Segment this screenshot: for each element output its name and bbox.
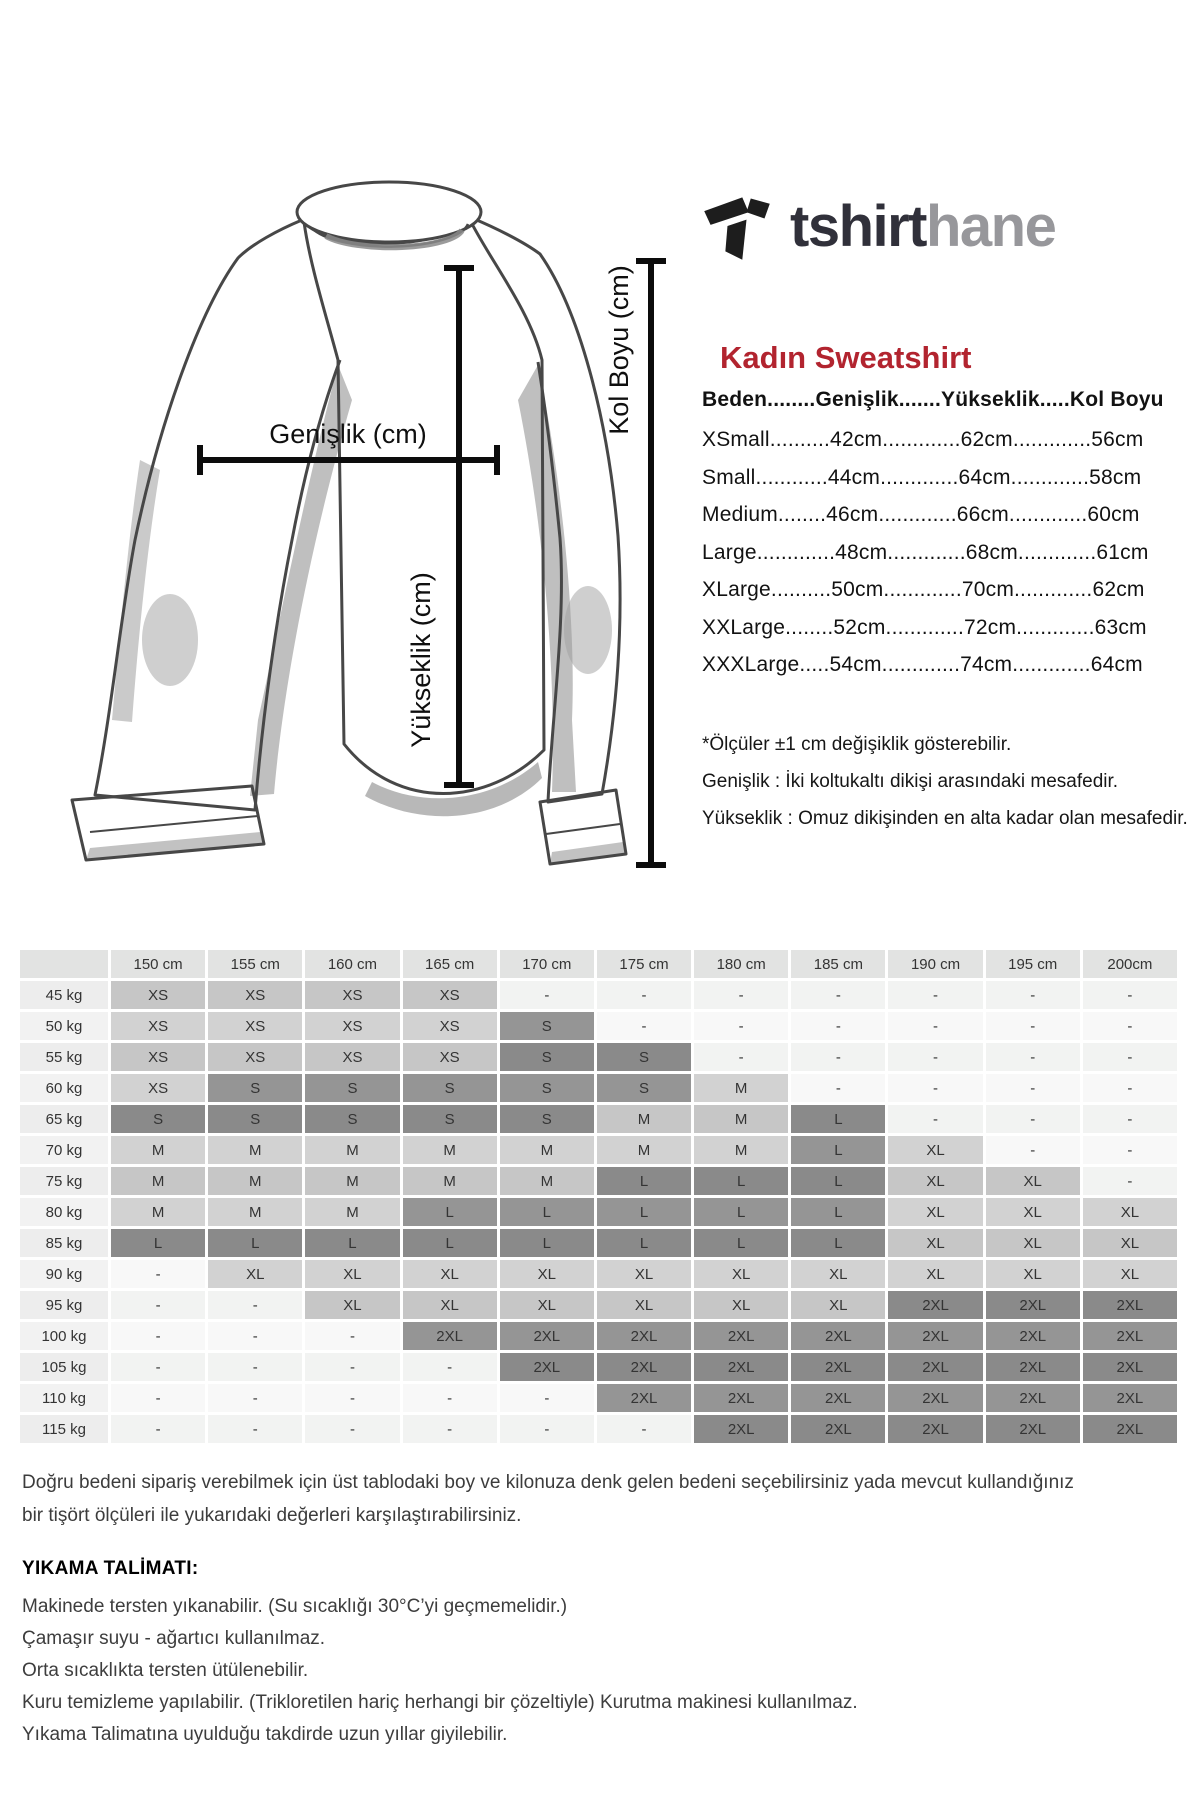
grid-cell: M	[208, 1136, 302, 1164]
grid-cell: XS	[111, 1074, 205, 1102]
grid-cell: -	[986, 1043, 1080, 1071]
grid-cell: XL	[986, 1229, 1080, 1257]
grid-cell: -	[1083, 981, 1177, 1009]
grid-cell: 2XL	[694, 1322, 788, 1350]
grid-cell: XL	[888, 1260, 982, 1288]
grid-cell: -	[500, 1415, 594, 1443]
grid-cell: XL	[1083, 1229, 1177, 1257]
grid-cell: L	[597, 1198, 691, 1226]
grid-cell: 2XL	[1083, 1353, 1177, 1381]
sleeve-measure-label: Kol Boyu (cm)	[604, 265, 634, 435]
grid-cell: -	[986, 981, 1080, 1009]
grid-cell: -	[111, 1415, 205, 1443]
grid-col-header-0: 150 cm	[111, 950, 205, 978]
size-list-row-1: Small............44cm.............64cm.............58cm	[702, 465, 1142, 489]
washing-instruction-2: Orta sıcaklıkta tersten ütülenebilir.	[22, 1660, 309, 1681]
washing-instruction-3: Kuru temizleme yapılabilir. (Trikloretilen hariç herhangi bir çözeltiyle) Kurutma makinesi kullanılmaz.	[22, 1692, 858, 1713]
grid-row-header-5: 70 kg	[20, 1136, 108, 1164]
grid-cell: M	[694, 1136, 788, 1164]
grid-cell: -	[208, 1322, 302, 1350]
grid-cell: 2XL	[500, 1322, 594, 1350]
grid-cell: -	[888, 1105, 982, 1133]
washing-instruction-0: Makinede tersten yıkanabilir. (Su sıcaklığı 30°C’yi geçmemelidir.)	[22, 1596, 568, 1617]
brand-wordmark-light: hane	[926, 194, 1056, 259]
grid-cell: L	[500, 1198, 594, 1226]
grid-cell: -	[208, 1384, 302, 1412]
washing-instructions-lines	[22, 1591, 1182, 1751]
size-help-paragraph	[22, 1466, 1182, 1532]
grid-col-header-8: 190 cm	[888, 950, 982, 978]
grid-cell: 2XL	[694, 1415, 788, 1443]
brand-logo	[700, 190, 1055, 264]
grid-cell: -	[888, 1043, 982, 1071]
tshirthane-logo-icon	[700, 190, 774, 264]
measurement-notes	[702, 726, 1188, 837]
grid-col-header-2: 160 cm	[305, 950, 399, 978]
grid-cell: XS	[111, 981, 205, 1009]
grid-cell: L	[597, 1229, 691, 1257]
grid-cell: XS	[403, 1043, 497, 1071]
grid-cell: 2XL	[888, 1353, 982, 1381]
grid-cell: 2XL	[986, 1322, 1080, 1350]
size-list-row-4: XLarge..........50cm.............70cm.............62cm	[702, 578, 1145, 601]
grid-row-header-7: 80 kg	[20, 1198, 108, 1226]
size-list-row-2: Medium........46cm.............66cm.............60cm	[702, 503, 1140, 526]
grid-cell: -	[111, 1260, 205, 1288]
grid-cell: XL	[888, 1167, 982, 1195]
grid-cell: 2XL	[888, 1384, 982, 1412]
grid-cell: M	[208, 1198, 302, 1226]
measurement-note-2: Yükseklik : Omuz dikişinden en alta kadar olan mesafedir.	[702, 808, 1188, 829]
grid-col-header-9: 195 cm	[986, 950, 1080, 978]
grid-cell: XS	[208, 1043, 302, 1071]
grid-cell: 2XL	[597, 1322, 691, 1350]
grid-cell: L	[403, 1229, 497, 1257]
grid-col-header-10: 200cm	[1083, 950, 1177, 978]
grid-col-header-5: 175 cm	[597, 950, 691, 978]
grid-cell: XS	[208, 981, 302, 1009]
grid-cell: XL	[305, 1291, 399, 1319]
washing-instructions-title: YIKAMA TALİMATI:	[22, 1558, 199, 1579]
grid-cell: L	[791, 1105, 885, 1133]
grid-cell: M	[111, 1198, 205, 1226]
grid-col-header-6: 180 cm	[694, 950, 788, 978]
collar	[297, 182, 481, 247]
grid-cell: 2XL	[986, 1384, 1080, 1412]
measurement-note-0: *Ölçüler ±1 cm değişiklik gösterebilir.	[702, 734, 1012, 755]
grid-cell: XS	[305, 1012, 399, 1040]
grid-cell: M	[403, 1136, 497, 1164]
washing-instruction-1: Çamaşır suyu - ağartıcı kullanılmaz.	[22, 1628, 326, 1649]
grid-cell: -	[500, 1384, 594, 1412]
grid-row-header-2: 55 kg	[20, 1043, 108, 1071]
brand-wordmark	[790, 190, 1055, 264]
grid-cell: L	[694, 1167, 788, 1195]
grid-cell: -	[791, 1043, 885, 1071]
grid-cell: -	[1083, 1105, 1177, 1133]
size-list-header: Beden........Genişlik.......Yükseklik.....Kol Boyu	[702, 388, 1164, 411]
grid-cell: 2XL	[791, 1353, 885, 1381]
grid-cell: -	[986, 1074, 1080, 1102]
grid-cell: XL	[208, 1260, 302, 1288]
grid-cell: L	[597, 1167, 691, 1195]
grid-cell: XL	[888, 1229, 982, 1257]
grid-cell: -	[305, 1415, 399, 1443]
width-measure-label: Genişlik (cm)	[269, 419, 427, 449]
grid-cell: XS	[111, 1012, 205, 1040]
grid-cell: S	[500, 1012, 594, 1040]
grid-cell: XL	[888, 1136, 982, 1164]
grid-cell: 2XL	[597, 1384, 691, 1412]
grid-cell: L	[403, 1198, 497, 1226]
grid-cell: 2XL	[888, 1291, 982, 1319]
grid-cell: -	[403, 1415, 497, 1443]
grid-col-header-1: 155 cm	[208, 950, 302, 978]
grid-cell: XL	[986, 1260, 1080, 1288]
grid-cell: 2XL	[791, 1322, 885, 1350]
grid-cell: M	[305, 1198, 399, 1226]
size-help-line-1: Doğru bedeni sipariş verebilmek için üst tablodaki boy ve kilonuza denk gelen bedeni seçebilirsiniz yada mevcut kullandığınız	[22, 1472, 1074, 1493]
grid-cell: M	[305, 1136, 399, 1164]
grid-cell: -	[986, 1136, 1080, 1164]
grid-cell: -	[597, 1415, 691, 1443]
grid-cell: L	[111, 1229, 205, 1257]
sweatshirt-illustration	[20, 160, 680, 900]
grid-cell: -	[986, 1012, 1080, 1040]
grid-cell: 2XL	[500, 1353, 594, 1381]
grid-cell: M	[694, 1074, 788, 1102]
size-list-row-5: XXLarge........52cm.............72cm.............63cm	[702, 615, 1147, 639]
grid-cell: 2XL	[1083, 1322, 1177, 1350]
grid-cell: M	[111, 1136, 205, 1164]
grid-cell: -	[208, 1291, 302, 1319]
grid-cell: -	[791, 1074, 885, 1102]
grid-cell: L	[791, 1229, 885, 1257]
grid-cell: XS	[208, 1012, 302, 1040]
grid-cell: XL	[1083, 1260, 1177, 1288]
grid-cell: -	[111, 1322, 205, 1350]
grid-cell: S	[597, 1043, 691, 1071]
grid-cell: -	[208, 1415, 302, 1443]
grid-cell: -	[1083, 1136, 1177, 1164]
measurement-note-1: Genişlik : İki koltukaltı dikişi arasındaki mesafedir.	[702, 771, 1119, 792]
grid-corner-cell	[20, 950, 108, 978]
grid-cell: -	[791, 1012, 885, 1040]
grid-cell: -	[111, 1384, 205, 1412]
grid-cell: -	[888, 981, 982, 1009]
washing-instruction-4: Yıkama Talimatına uyulduğu takdirde uzun yıllar giyilebilir.	[22, 1724, 508, 1745]
grid-cell: XL	[500, 1260, 594, 1288]
grid-cell: -	[305, 1322, 399, 1350]
size-grid	[20, 950, 1177, 1443]
grid-cell: XL	[791, 1260, 885, 1288]
grid-row-header-8: 85 kg	[20, 1229, 108, 1257]
grid-cell: 2XL	[986, 1291, 1080, 1319]
grid-row-header-14: 115 kg	[20, 1415, 108, 1443]
grid-cell: XL	[986, 1167, 1080, 1195]
grid-row-header-10: 95 kg	[20, 1291, 108, 1319]
grid-cell: 2XL	[986, 1353, 1080, 1381]
grid-cell: M	[694, 1105, 788, 1133]
grid-cell: XL	[791, 1291, 885, 1319]
grid-cell: 2XL	[403, 1322, 497, 1350]
grid-cell: S	[111, 1105, 205, 1133]
grid-cell: M	[597, 1105, 691, 1133]
grid-cell: XS	[403, 981, 497, 1009]
grid-cell: -	[208, 1353, 302, 1381]
grid-cell: M	[500, 1167, 594, 1195]
grid-cell: M	[111, 1167, 205, 1195]
grid-cell: XL	[597, 1291, 691, 1319]
grid-cell: M	[403, 1167, 497, 1195]
grid-cell: -	[597, 981, 691, 1009]
grid-cell: S	[500, 1043, 594, 1071]
grid-col-header-3: 165 cm	[403, 950, 497, 978]
grid-cell: 2XL	[791, 1384, 885, 1412]
grid-cell: S	[500, 1074, 594, 1102]
grid-cell: XS	[305, 981, 399, 1009]
grid-cell: -	[888, 1074, 982, 1102]
washing-instructions	[22, 1558, 1182, 1751]
grid-cell: L	[791, 1167, 885, 1195]
grid-cell: 2XL	[888, 1322, 982, 1350]
grid-cell: XS	[403, 1012, 497, 1040]
product-title: Kadın Sweatshirt	[720, 340, 972, 375]
grid-cell: 2XL	[694, 1384, 788, 1412]
grid-cell: 2XL	[888, 1415, 982, 1443]
grid-cell: -	[305, 1353, 399, 1381]
grid-cell: L	[694, 1198, 788, 1226]
grid-cell: 2XL	[986, 1415, 1080, 1443]
grid-cell: 2XL	[694, 1353, 788, 1381]
grid-cell: L	[694, 1229, 788, 1257]
grid-cell: S	[500, 1105, 594, 1133]
grid-cell: XS	[305, 1043, 399, 1071]
grid-cell: XL	[888, 1198, 982, 1226]
grid-cell: L	[791, 1198, 885, 1226]
height-measure-label: Yükseklik (cm)	[406, 572, 436, 748]
grid-row-header-9: 90 kg	[20, 1260, 108, 1288]
grid-cell: XL	[1083, 1198, 1177, 1226]
grid-row-header-12: 105 kg	[20, 1353, 108, 1381]
grid-cell: S	[597, 1074, 691, 1102]
grid-cell: 2XL	[1083, 1415, 1177, 1443]
grid-cell: -	[1083, 1167, 1177, 1195]
brand-wordmark-dark: tshirt	[790, 194, 926, 259]
grid-row-header-13: 110 kg	[20, 1384, 108, 1412]
grid-cell: L	[791, 1136, 885, 1164]
grid-cell: L	[500, 1229, 594, 1257]
grid-row-header-0: 45 kg	[20, 981, 108, 1009]
grid-cell: S	[208, 1105, 302, 1133]
size-list-row-6: XXXLarge.....54cm.............74cm.............64cm	[702, 653, 1143, 676]
grid-cell: XL	[597, 1260, 691, 1288]
grid-cell: -	[111, 1353, 205, 1381]
grid-row-header-6: 75 kg	[20, 1167, 108, 1195]
grid-row-header-11: 100 kg	[20, 1322, 108, 1350]
grid-cell: -	[305, 1384, 399, 1412]
grid-cell: S	[305, 1074, 399, 1102]
grid-col-header-4: 170 cm	[500, 950, 594, 978]
grid-cell: -	[403, 1353, 497, 1381]
size-help-line-2: bir tişört ölçüleri ile yukarıdaki değerleri karşılaştırabilirsiniz.	[22, 1505, 522, 1526]
grid-cell: S	[403, 1074, 497, 1102]
grid-cell: -	[597, 1012, 691, 1040]
grid-cell: -	[888, 1012, 982, 1040]
grid-cell: L	[305, 1229, 399, 1257]
size-list-row-3: Large.............48cm.............68cm.............61cm	[702, 540, 1149, 564]
grid-cell: S	[208, 1074, 302, 1102]
grid-cell: XL	[500, 1291, 594, 1319]
grid-cell: -	[694, 981, 788, 1009]
grid-row-header-3: 60 kg	[20, 1074, 108, 1102]
grid-cell: -	[986, 1105, 1080, 1133]
grid-cell: M	[305, 1167, 399, 1195]
grid-cell: M	[500, 1136, 594, 1164]
grid-cell: -	[111, 1291, 205, 1319]
grid-cell: XL	[986, 1198, 1080, 1226]
grid-cell: -	[403, 1384, 497, 1412]
grid-cell: 2XL	[1083, 1384, 1177, 1412]
grid-cell: 2XL	[791, 1415, 885, 1443]
grid-cell: M	[208, 1167, 302, 1195]
grid-row-header-4: 65 kg	[20, 1105, 108, 1133]
grid-cell: XS	[111, 1043, 205, 1071]
grid-cell: -	[1083, 1074, 1177, 1102]
grid-cell: -	[1083, 1043, 1177, 1071]
grid-cell: M	[597, 1136, 691, 1164]
grid-cell: -	[500, 981, 594, 1009]
grid-cell: 2XL	[597, 1353, 691, 1381]
grid-row-header-1: 50 kg	[20, 1012, 108, 1040]
grid-cell: XL	[305, 1260, 399, 1288]
grid-cell: S	[305, 1105, 399, 1133]
grid-cell: XL	[403, 1291, 497, 1319]
grid-cell: XL	[403, 1260, 497, 1288]
grid-cell: S	[403, 1105, 497, 1133]
grid-cell: -	[694, 1012, 788, 1040]
grid-col-header-7: 185 cm	[791, 950, 885, 978]
grid-cell: -	[694, 1043, 788, 1071]
size-measurement-list	[702, 388, 1172, 684]
grid-cell: L	[208, 1229, 302, 1257]
size-list-rows	[702, 421, 1172, 684]
grid-cell: XL	[694, 1260, 788, 1288]
grid-cell: 2XL	[1083, 1291, 1177, 1319]
size-list-row-0: XSmall..........42cm.............62cm.............56cm	[702, 428, 1144, 451]
grid-cell: -	[791, 981, 885, 1009]
grid-cell: XL	[694, 1291, 788, 1319]
grid-cell: -	[1083, 1012, 1177, 1040]
